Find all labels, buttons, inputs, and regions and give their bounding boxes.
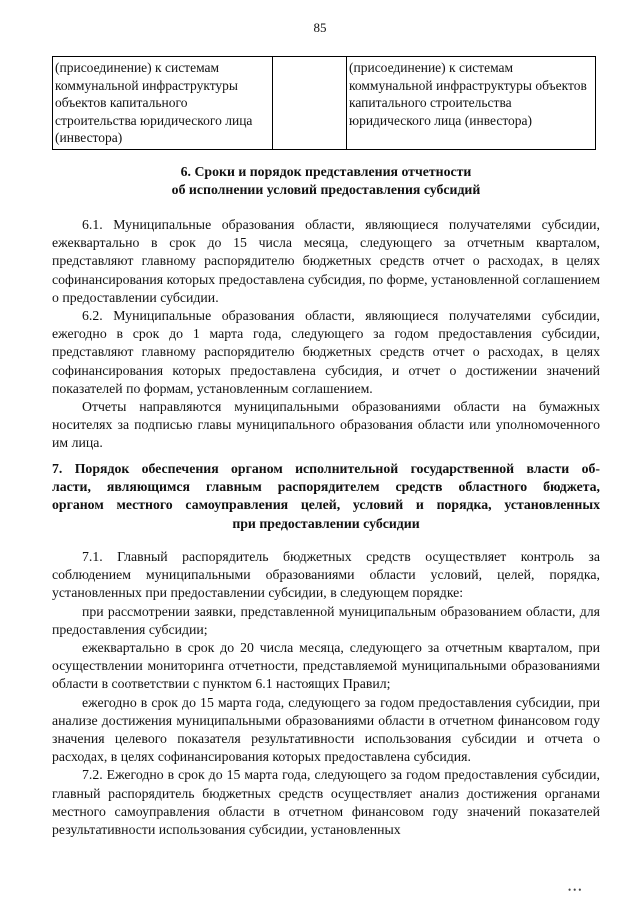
paragraph-7-2: 7.2. Ежегодно в срок до 15 марта года, следующего за годом предоставления субсидии, главный распорядитель бюджетных средств осуществляет анализ достижения органами местного самоуправления области в отчетном финансовом году значений показателей результативности использования субсидии, установленных bbox=[52, 767, 600, 838]
paragraph-6-2: 6.2. Муниципальные образования области, являющиеся получателями субсидии, ежегодно в срок до 1 марта года, следующего за годом предоставления субсидии, представляют главному распорядителю бюджетных средств отчет о расходах, в целях софинансирования которых предоставлена субсидия, и отчет о достижении значений показателей по формам, установленным соглашением. bbox=[52, 308, 600, 396]
table-row bbox=[53, 57, 596, 150]
paragraph-6-1: 6.1. Муниципальные образования области, являющиеся получателями субсидии, ежеквартально в срок до 15 числа месяца, следующего за отчетным кварталом, представляют главному распорядителю бюджетных средств отчет о расходах, в целях софинансирования которых предоставлена субсидия, по форме, установленной соглашением о предоставлении субсидии. bbox=[52, 217, 600, 305]
paragraph-7-1: 7.1. Главный распорядитель бюджетных средств осуществляет контроль за соблюдением муниципальными образованиями области условий, целей, порядка, установленных при предоставлении субсидии, в следующем порядке: bbox=[52, 549, 600, 601]
section7-title-line: 7. Порядок обеспечения органом исполнительной государственной власти об- bbox=[52, 461, 600, 476]
paragraph-reports-note: Отчеты направляются муниципальными образованиями области на бумажных носителях за подписью главы муниципального образования области или уполномоченного им лица. bbox=[52, 399, 600, 451]
section6-body bbox=[52, 216, 600, 453]
section6-title-line: 6. Сроки и порядок представления отчетности bbox=[180, 164, 472, 179]
continuation-table bbox=[52, 56, 596, 150]
scan-marks: ••• bbox=[568, 885, 584, 895]
section7-body bbox=[52, 548, 600, 839]
section7-title-line: ласти, являющимся главным распорядителем средств областного бюджета, bbox=[52, 479, 600, 495]
section7-title-line: органом местного самоуправления целей, условий и порядка, установленных bbox=[52, 497, 600, 513]
page-number: 85 bbox=[313, 20, 327, 35]
section7-heading bbox=[52, 460, 600, 533]
section6-title-line: об исполнении условий предоставления субсидий bbox=[171, 182, 481, 198]
paragraph-7-1-item-application: при рассмотрении заявки, представленной муниципальным образованием области, для предоставления субсидии; bbox=[52, 603, 600, 637]
section6-heading bbox=[52, 163, 600, 199]
table-cell-right: (присоединение) к системам коммунальной инфраструктуры объектов капитального строительства юридического лица (инвестора) bbox=[347, 57, 596, 150]
table-cell-left: (присоединение) к системам коммунальной инфраструктуры объектов капитального строительства юридического лица (инвестора) bbox=[53, 57, 273, 150]
table-cell-middle bbox=[273, 57, 347, 150]
paragraph-7-1-item-annual: ежегодно в срок до 15 марта года, следующего за годом предоставления субсидии, при анализе достижения муниципальными образованиями области в отчетном финансовом году значения целевого показателя результативности использования субсидии и отчета о расходах, в целях софинансирования которых предоставлена субсидия. bbox=[52, 694, 600, 765]
paragraph-7-1-item-quarterly: ежеквартально в срок до 20 числа месяца, следующего за отчетным кварталом, при осуществлении мониторинга отчетности, представляемой муниципальными образованиями области в соответствии с пунктом 6.1 настоящих Правил; bbox=[52, 640, 600, 692]
section7-title-line: при предоставлении субсидии bbox=[232, 515, 420, 531]
